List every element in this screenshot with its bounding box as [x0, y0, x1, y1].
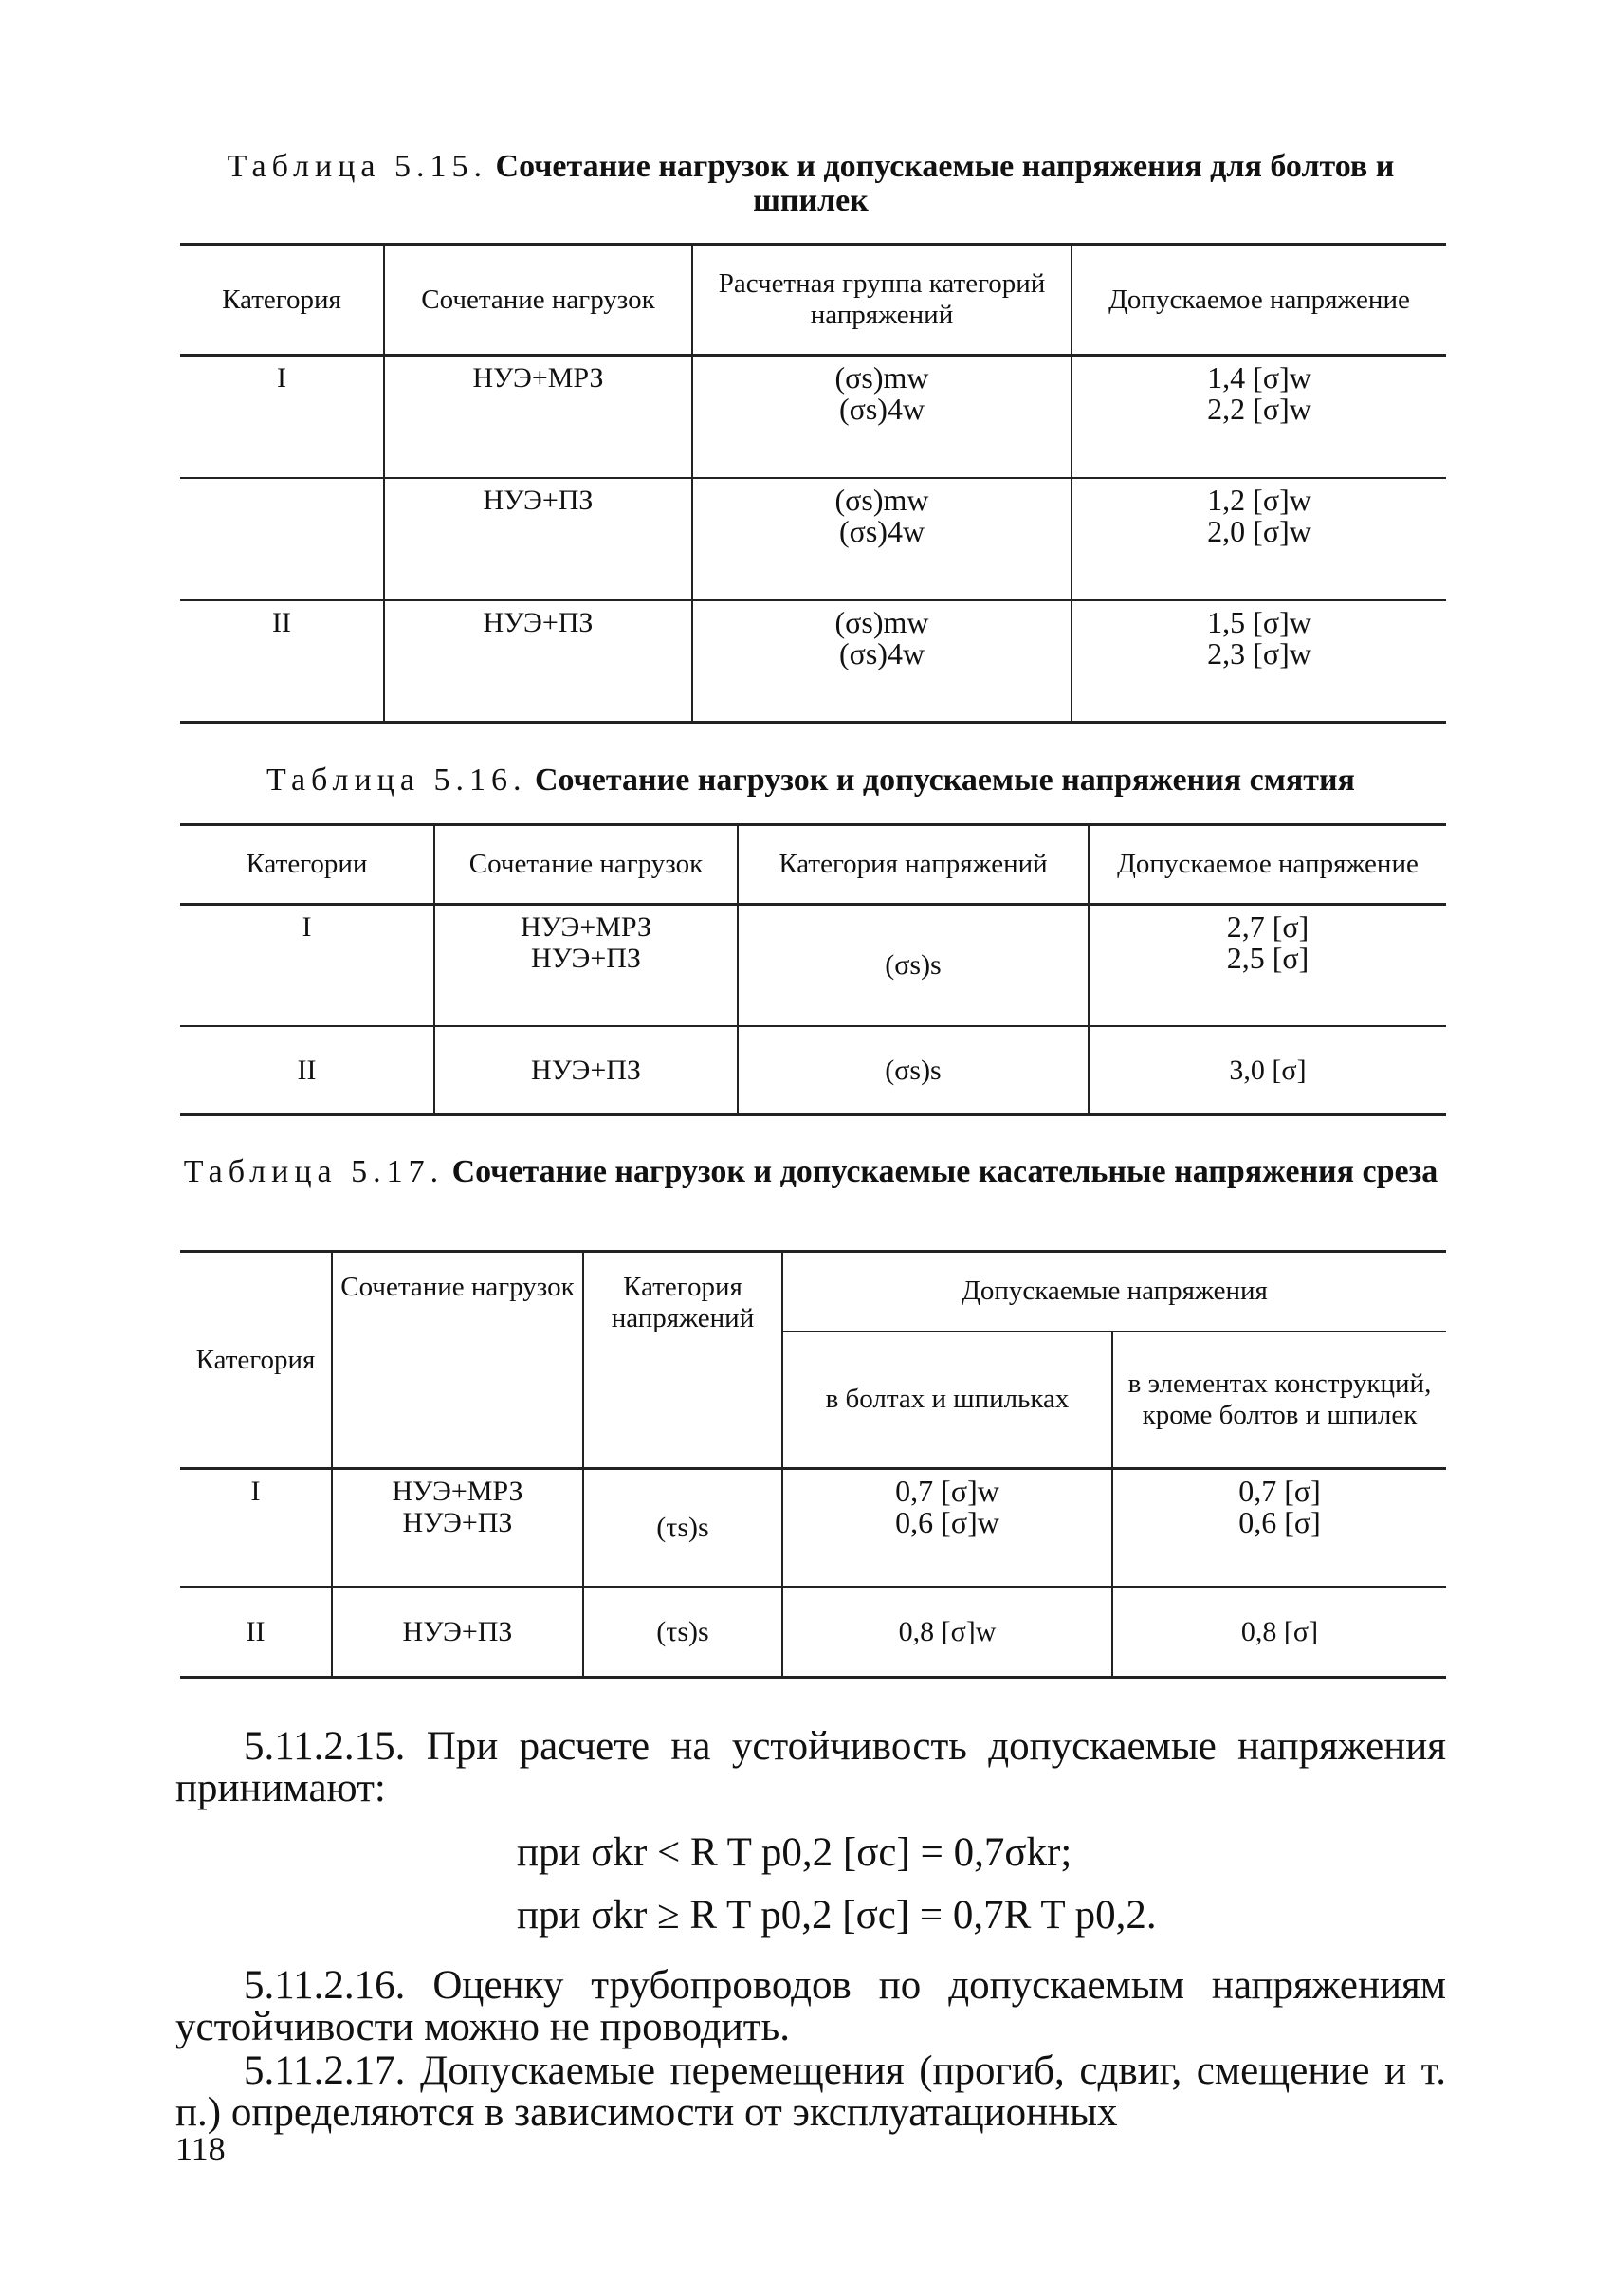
caption-label: Таблица 5.16.	[266, 762, 527, 798]
paragraph-5-11-2-15: 5.11.2.15. При расчете на устойчивость допускаемые напряжения принимают:	[175, 1724, 1446, 1810]
paragraph-5-11-2-16: 5.11.2.16. Оценку трубопроводов по допускаемым напряжениям устойчивости можно не проводить.	[175, 1963, 1446, 2049]
cell-stress: (τs)s	[583, 1587, 782, 1678]
allowed-line: 1,4 [σ]w	[1207, 360, 1311, 395]
allowed-line: 2,3 [σ]w	[1207, 635, 1311, 670]
combo-line: НУЭ+ПЗ	[531, 943, 641, 974]
table-5-17-caption	[175, 1155, 1446, 1189]
table-row	[180, 478, 1446, 600]
cell-category: I	[180, 356, 384, 478]
group-line: (σs)mw	[834, 604, 929, 639]
allowed-line: 1,5 [σ]w	[1207, 604, 1311, 639]
cell-group	[692, 478, 1072, 600]
cell-bolts: 0,8 [σ]w	[782, 1587, 1112, 1678]
table-row	[180, 356, 1446, 478]
header-combo: Сочетание нагрузок	[384, 245, 692, 356]
cell-combo	[434, 905, 738, 1026]
cell-combo: НУЭ+ПЗ	[384, 600, 692, 723]
cell-combo: НУЭ+ПЗ	[384, 478, 692, 600]
allowed-line: 2,0 [σ]w	[1207, 513, 1311, 548]
table-5-15-caption	[175, 150, 1446, 218]
cell-allowed	[1072, 600, 1446, 723]
cell-stress: (σs)s	[738, 905, 1089, 1026]
cell-allowed: 3,0 [σ]	[1089, 1026, 1446, 1115]
group-line: (σs)4w	[838, 513, 925, 548]
combo-line: НУЭ+МРЗ	[392, 1476, 523, 1507]
cell-stress: (σs)s	[738, 1026, 1089, 1115]
table-5-15	[180, 243, 1446, 724]
paragraph-5-11-2-17: 5.11.2.17. Допускаемые перемещения (прогиб, сдвиг, смещение и т. п.) определяются в зависимости от эксплуатационных	[175, 2048, 1446, 2135]
table-5-16	[180, 823, 1446, 1116]
formula-2: при σkr ≥ R T p0,2 [σc] = 0,7R T p0,2.	[517, 1893, 1157, 1938]
cell-group	[692, 356, 1072, 478]
header-category: Категория	[180, 245, 384, 356]
combo-line: НУЭ+ПЗ	[402, 1507, 513, 1538]
group-line: (σs)4w	[838, 635, 925, 670]
cell-category: II	[180, 1026, 434, 1115]
header-category: Категория	[180, 1252, 332, 1469]
allowed-line: 2,7 [σ]	[1226, 909, 1310, 944]
bolts-line: 0,7 [σ]w	[895, 1474, 999, 1508]
header-combo: Сочетание нагрузок	[434, 825, 738, 905]
table-row	[180, 1469, 1446, 1587]
caption-title: Сочетание нагрузок и допускаемые напряжения для болтов и шпилек	[495, 149, 1395, 218]
header-stress: Категория напряжений	[583, 1252, 782, 1469]
group-line: (σs)4w	[838, 392, 925, 426]
caption-title: Сочетание нагрузок и допускаемые напряжения смятия	[534, 762, 1355, 798]
header-group: Расчетная группа категорий напряжений	[692, 245, 1072, 356]
cell-combo	[332, 1469, 583, 1587]
cell-allowed	[1072, 478, 1446, 600]
elements-line: 0,6 [σ]	[1238, 1505, 1321, 1539]
table-row	[180, 905, 1446, 1026]
group-line: (σs)mw	[834, 482, 929, 517]
header-bolts: в болтах и шпильках	[782, 1332, 1112, 1469]
caption-label: Таблица 5.15.	[227, 149, 488, 184]
elements-line: 0,7 [σ]	[1238, 1474, 1321, 1508]
table-row	[180, 1026, 1446, 1115]
caption-title: Сочетание нагрузок и допускаемые касательные напряжения среза	[451, 1154, 1438, 1189]
cell-combo: НУЭ+ПЗ	[434, 1026, 738, 1115]
table-row	[180, 600, 1446, 723]
cell-group	[692, 600, 1072, 723]
table-row	[180, 1587, 1446, 1678]
formula-1: при σkr < R T p0,2 [σc] = 0,7σkr;	[517, 1830, 1072, 1875]
cell-combo: НУЭ+МРЗ	[384, 356, 692, 478]
header-allowed: Допускаемые напряжения	[782, 1252, 1446, 1332]
bolts-line: 0,6 [σ]w	[895, 1505, 999, 1539]
caption-label: Таблица 5.17.	[183, 1154, 445, 1189]
cell-category: II	[180, 1587, 332, 1678]
header-stress: Категория напряжений	[738, 825, 1089, 905]
allowed-line: 1,2 [σ]w	[1207, 482, 1311, 517]
header-category: Категории	[180, 825, 434, 905]
header-allowed: Допускаемое напряжение	[1072, 245, 1446, 356]
cell-stress: (τs)s	[583, 1469, 782, 1587]
cell-elements: 0,8 [σ]	[1112, 1587, 1446, 1678]
cell-combo: НУЭ+ПЗ	[332, 1587, 583, 1678]
group-line: (σs)mw	[834, 360, 929, 395]
cell-bolts	[782, 1469, 1112, 1587]
table-5-16-caption	[175, 763, 1446, 798]
cell-allowed	[1072, 356, 1446, 478]
cell-category: II	[180, 600, 384, 723]
allowed-line: 2,2 [σ]w	[1207, 392, 1311, 426]
cell-elements	[1112, 1469, 1446, 1587]
cell-allowed	[1089, 905, 1446, 1026]
combo-line: НУЭ+МРЗ	[521, 911, 651, 943]
cell-category: I	[180, 1469, 332, 1587]
cell-category	[180, 478, 384, 600]
table-5-17	[180, 1250, 1446, 1679]
cell-category: I	[180, 905, 434, 1026]
header-combo: Сочетание нагрузок	[332, 1252, 583, 1469]
allowed-line: 2,5 [σ]	[1226, 941, 1310, 975]
header-elements: в элементах конструкций, кроме болтов и шпилек	[1112, 1332, 1446, 1469]
page-number: 118	[175, 2130, 226, 2168]
header-allowed: Допускаемое напряжение	[1089, 825, 1446, 905]
